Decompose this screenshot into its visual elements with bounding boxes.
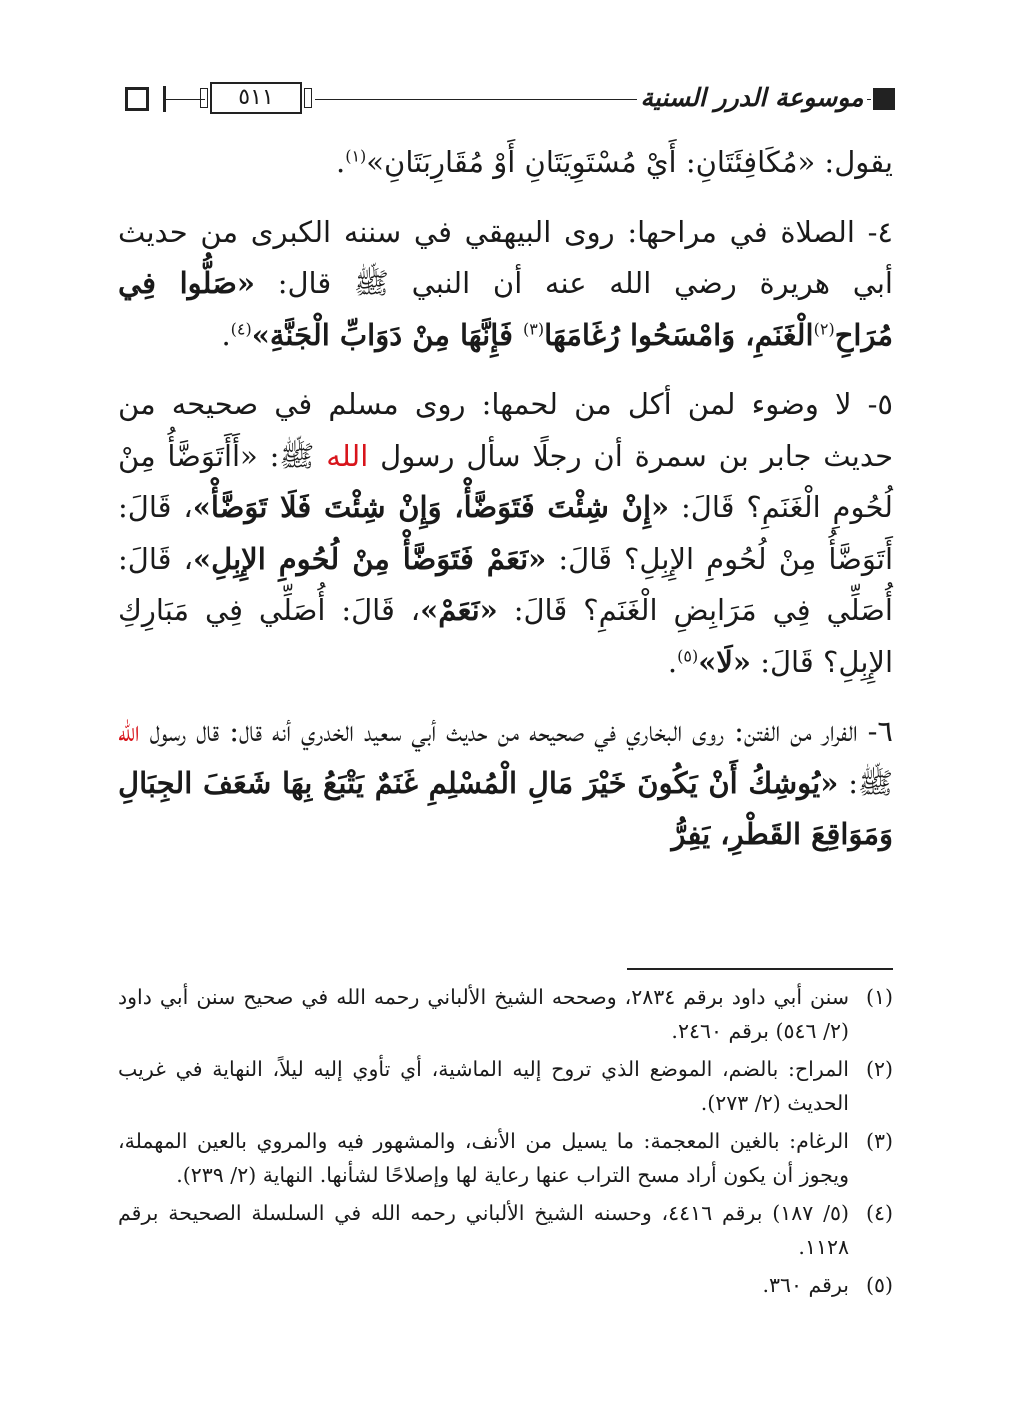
header-rule-middle — [315, 99, 645, 100]
footnote-ref-4[interactable]: (٤) — [230, 318, 252, 338]
footnote-4 — [118, 1196, 893, 1264]
paragraph-text: ﷺ: — [838, 765, 893, 800]
highlighted-word: الله — [118, 714, 140, 748]
paragraph-continuation — [118, 137, 893, 189]
question-text: ، قَالَ: أُصَلِّي فِي مَرَابِضِ الْغَنَمِ؟ قَالَ: — [118, 541, 893, 627]
footnote-number: (٥) — [865, 1273, 893, 1297]
punctuation: . — [221, 317, 231, 352]
footnote-2 — [118, 1052, 893, 1120]
footnote-5 — [118, 1268, 893, 1302]
footnote-ref-1[interactable]: (١) — [345, 146, 367, 166]
footnote-text: برقم ٣٦٠. — [762, 1273, 849, 1297]
footnote-text: سنن أبي داود برقم ٢٨٣٤، وصححه الشيخ الألباني رحمه الله في صحيح سنن أبي داود (٢/ ٥٤٦) برقم ٢٤٦٠. — [118, 985, 849, 1043]
hadith-answer: «نَعَمْ» — [420, 593, 498, 627]
paragraph-intro: ٥- لا وضوء لمن أكل من لحمها: روى مسلم في صحيحه من حديث جابر بن سمرة أن رجلًا سأل رسول — [118, 387, 893, 473]
paragraph-intro: ٤- الصلاة في مراحها: روى البيهقي في سننه الكبرى من حديث أبي هريرة رضي الله عنه أن النبي ﷺ قال: — [118, 214, 893, 300]
footnote-text: الرغام: بالغين المعجمة: ما يسيل من الأنف، والمشهور فيه والمروي بالعين المهملة، ويجوز أن يكون أراد مسح التراب عنها رعاية لها وإصلاحًا لشأنها. النهاية (٢/ ٢٣٩). — [118, 1129, 849, 1187]
punctuation: . — [335, 145, 346, 179]
footnote-ref-3[interactable]: (٣) — [523, 318, 545, 338]
footnote-text: (٥/ ١٨٧) برقم ٤٤١٦، وحسنه الشيخ الألباني رحمه الله في السلسلة الصحيحة برقم ١١٢٨. — [118, 1201, 849, 1259]
hadith-answer: «إِنْ شِئْتَ فَتَوَضَّأْ، وَإِنْ شِئْتَ فَلَا تَوَضَّأْ» — [192, 490, 670, 524]
highlighted-word: الله — [326, 438, 369, 473]
paragraph-5-no-ablution — [118, 379, 893, 688]
footnote-ref-2[interactable]: (٢) — [813, 318, 835, 338]
footnote-number: (٣) — [865, 1129, 893, 1153]
footnotes — [118, 980, 893, 1302]
footnote-3 — [118, 1124, 893, 1192]
footnote-text: المراح: بالضم، الموضع الذي تروح إليه الماشية، أي تأوي إليه ليلاً، النهاية في غريب الحديث (٢/ ٢٧٣). — [118, 1057, 849, 1115]
footnote-number: (٤) — [865, 1201, 893, 1225]
hadith-text: فَإِنَّهَا مِنْ دَوَابِّ الْجَنَّةِ» — [251, 317, 524, 352]
footnote-divider — [627, 968, 893, 970]
paragraph-4-prayer-in-pens — [118, 207, 893, 362]
punctuation: . — [667, 644, 678, 679]
question-text: ، قَالَ: أَتَوَضَّأُ مِنْ لُحُومِ الإِبِلِ؟ قَالَ: — [118, 490, 893, 576]
question-text: ، قَالَ: أُصَلِّي فِي مَبَارِكِ الإِبِلِ؟ قَالَ: — [118, 593, 893, 679]
footnote-ref-5[interactable]: (٥) — [677, 645, 699, 665]
header-rule-left — [165, 99, 205, 100]
continuation-text: يقول: «مُكَافِئَتَانِ: أَيْ مُسْتَوِيَتَانِ أَوْ مُقَارِبَتَانِ» — [366, 145, 893, 179]
question-text: ﷺ: «أَأَتَوَضَّأُ مِنْ لُحُومِ الْغَنَمِ؟ قَالَ: — [118, 438, 894, 524]
main-text — [118, 137, 893, 861]
book-title: موسوعة الدرر السنية — [637, 78, 867, 118]
paragraph-intro: ٦- الفرار من الفتن: روى البخاري في صحيحه من حديث أبي سعيد الخدري أنه قال: قال رسول — [139, 714, 893, 748]
footnote-number: (٢) — [865, 1057, 893, 1081]
hadith-text: «يُوشِكُ أَنْ يَكُونَ خَيْرَ مَالِ الْمُسْلِمِ غَنَمٌ يَتْبَعُ بِهَا شَعَفَ الجِبَالِ وَمَوَاقِعَ القَطْرِ، يَفِرُّ — [118, 765, 893, 851]
header-end-square-left — [125, 87, 149, 111]
footnote-number: (١) — [865, 985, 893, 1009]
hadith-answer: «لَا» — [698, 644, 751, 679]
page-header — [125, 78, 895, 118]
footnote-1 — [118, 980, 893, 1048]
hadith-text: «صَلُّوا فِي مُرَاحِ — [118, 266, 893, 352]
paragraph-6-fleeing-trials — [118, 706, 893, 861]
header-end-square-right — [873, 88, 895, 110]
page-number: ٥١١ — [210, 82, 302, 114]
hadith-text: الْغَنَمِ، وَامْسَحُوا رُغَامَهَا — [544, 317, 814, 352]
hadith-answer: «نَعَمْ فَتَوَضَّأْ مِنْ لُحُومِ الإِبِلِ» — [193, 541, 547, 576]
